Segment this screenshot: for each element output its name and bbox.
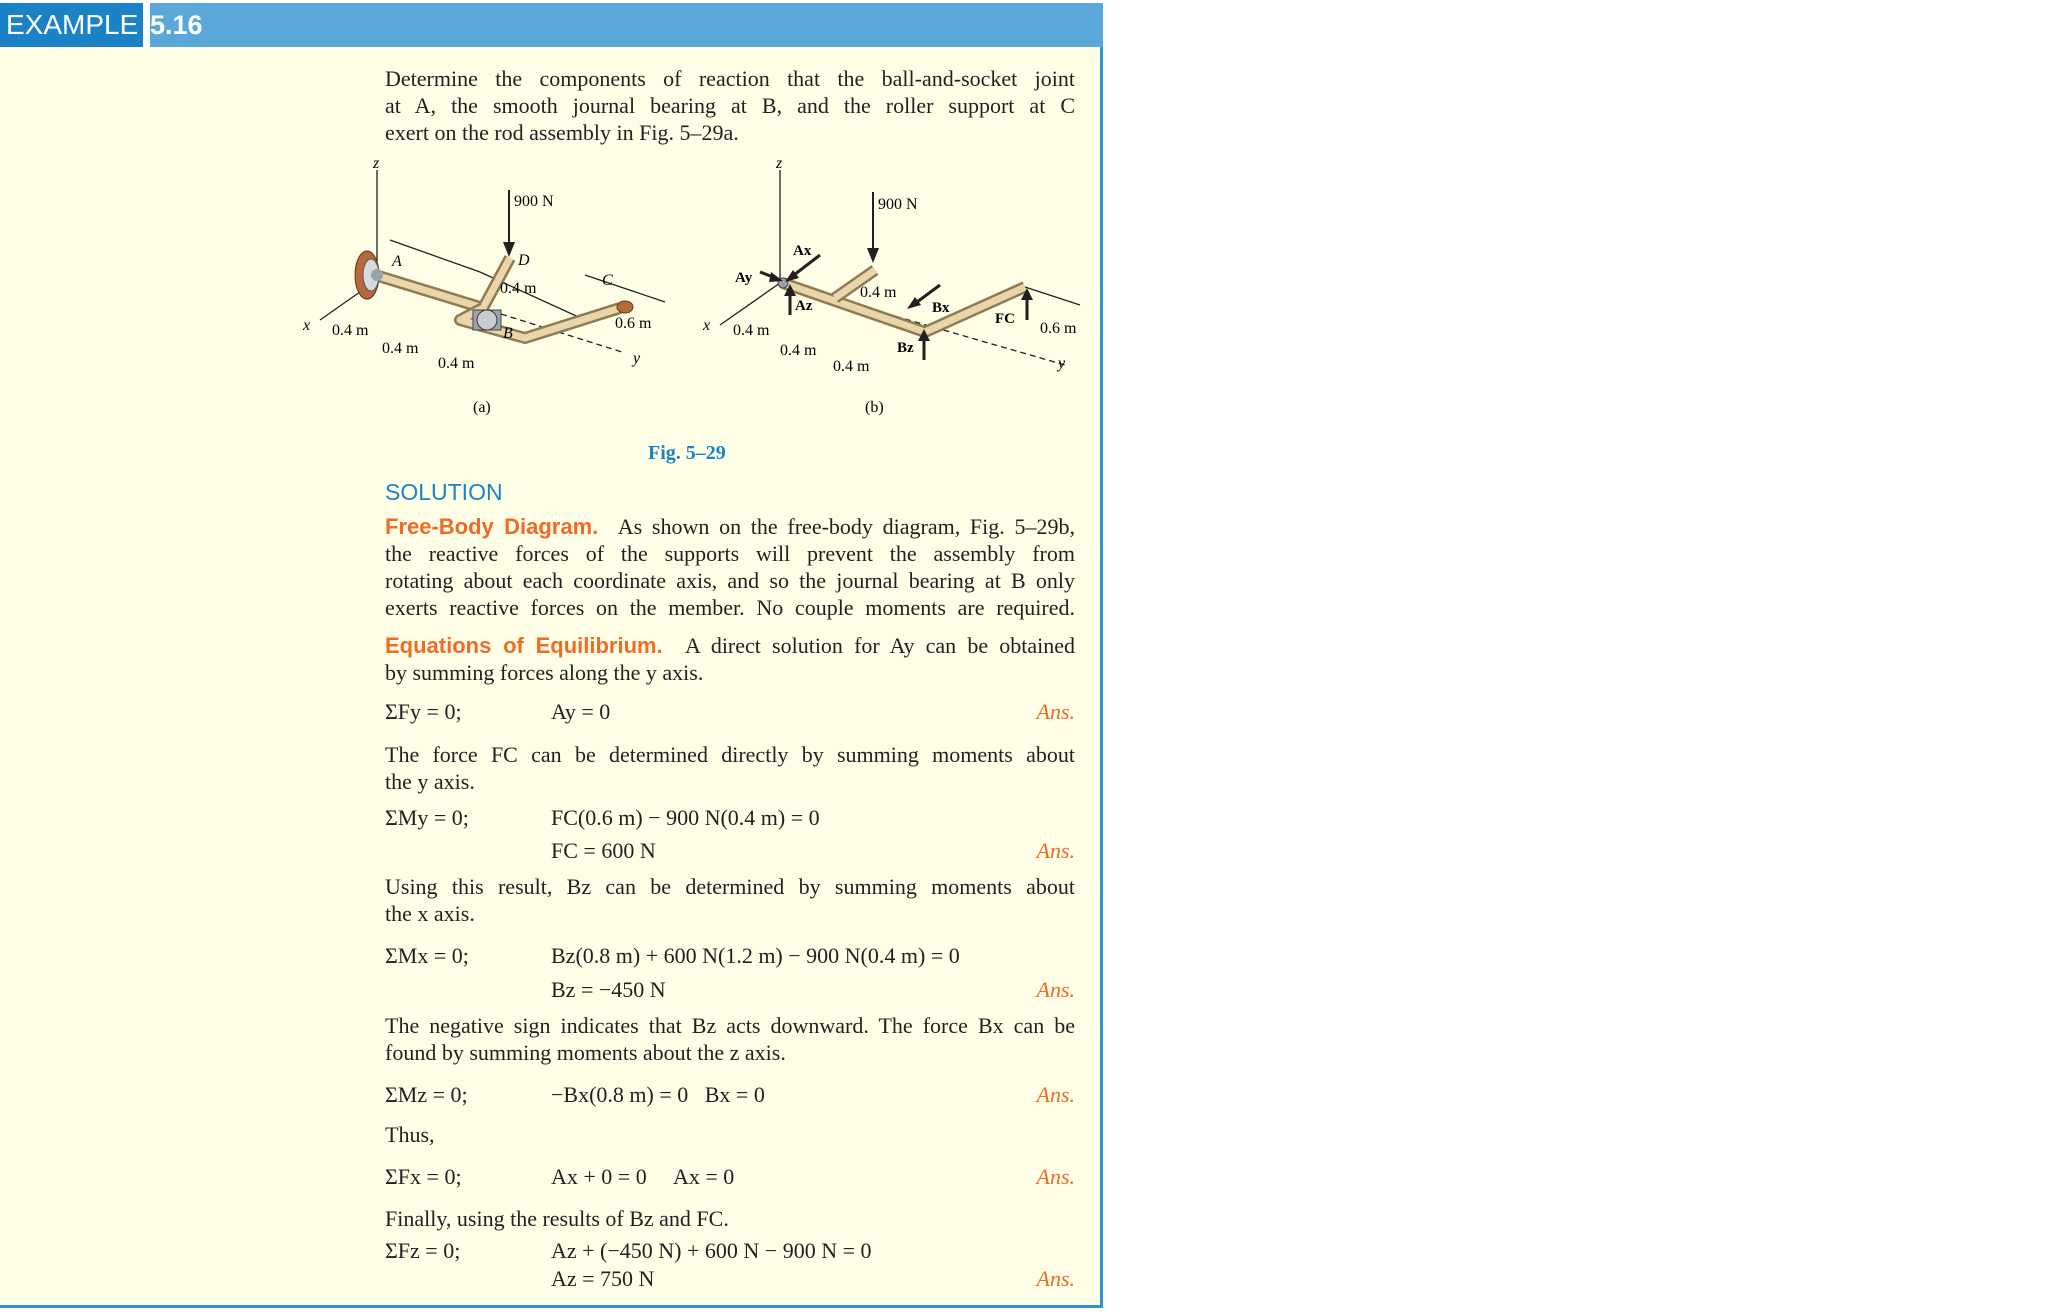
ans-1: Ans.: [1036, 699, 1075, 724]
ax-arrow: [785, 255, 820, 282]
c-label: C: [602, 272, 613, 289]
roller-c: [617, 301, 633, 313]
fbd-line-1-text: As shown on the free-body diagram, Fig. 5–29b,: [617, 514, 1075, 539]
dim-b-1: 0.4 m: [733, 322, 770, 339]
figure-a: [295, 160, 675, 420]
eq-line-2: by summing forces along the y axis.: [385, 660, 704, 685]
eq6-right: Az + (−450 N) + 600 N − 900 N = 0: [551, 1238, 872, 1263]
eq6-left: ΣFz = 0;: [385, 1238, 461, 1263]
figure-caption: Fig. 5–29: [648, 442, 726, 464]
p2-line-1: The force FC can be determined directly by summing moments about: [385, 742, 1075, 767]
y-label-a: y: [633, 350, 641, 367]
eq1-left: ΣFy = 0;: [385, 699, 462, 724]
ans-4: Ans.: [1036, 1082, 1075, 1107]
p3-line-2: the x axis.: [385, 901, 475, 926]
c-guide-a: [585, 275, 665, 302]
rod-b: [778, 270, 1025, 332]
p4-line-1: The negative sign indicates that Bz acts downward. The force Bx can be: [385, 1013, 1075, 1038]
ball-socket-a: [355, 251, 383, 299]
eq-line-1: [385, 632, 1075, 659]
ans-2: Ans.: [1036, 838, 1075, 863]
dim-a-1: 0.4 m: [332, 322, 369, 339]
load-label-a: 900 N: [514, 193, 554, 210]
fbd-line-4: exerts reactive forces on the member. No couple moments are required.: [385, 595, 1075, 620]
d-guide: [390, 240, 480, 272]
example-header: [0, 3, 1103, 47]
a-label: A: [392, 253, 402, 270]
dim-b-2: 0.4 m: [780, 342, 817, 359]
y-label-b: y: [1058, 355, 1066, 372]
fbd-line-3: rotating about each coordinate axis, and so the journal bearing at B only: [385, 568, 1075, 593]
journal-bearing-b: [473, 310, 501, 330]
x-label-b: x: [703, 317, 711, 334]
dim-a-5: 0.6 m: [615, 315, 652, 332]
p3-line-1: Using this result, Bz can be determined by summing moments about: [385, 874, 1075, 899]
load-label-b: 900 N: [878, 196, 918, 213]
eq2-result: FC = 600 N: [551, 838, 656, 863]
eq1-right: Ay = 0: [551, 699, 611, 724]
figure-b-label: (b): [865, 399, 884, 416]
eq4-right: −Bx(0.8 m) = 0 Bx = 0: [551, 1082, 765, 1107]
p4-line-2: found by summing moments about the z axis.: [385, 1040, 786, 1065]
bz-label: Bz: [897, 340, 914, 356]
figure-b: [695, 160, 1095, 420]
eq5-right: Ax + 0 = 0 Ax = 0: [551, 1164, 735, 1189]
ans-5: Ans.: [1036, 1164, 1075, 1189]
thus-text: Thus,: [385, 1122, 435, 1147]
eq5-left: ΣFx = 0;: [385, 1164, 462, 1189]
x-axis-b: [720, 283, 780, 325]
fbd-line-1: [385, 513, 1075, 540]
p2-line-2: the y axis.: [385, 769, 475, 794]
fbd-title: Free-Body Diagram.: [385, 514, 599, 539]
figure-a-label: (a): [473, 399, 491, 416]
problem-line-3: exert on the rod assembly in Fig. 5–29a.: [385, 120, 739, 145]
problem-line-2: at A, the smooth journal bearing at B, and the roller support at C: [385, 93, 1075, 118]
ans-3: Ans.: [1036, 977, 1075, 1002]
ay-label: Ay: [735, 270, 753, 286]
b-label: B: [503, 325, 513, 342]
eq2-left: ΣMy = 0;: [385, 805, 469, 830]
z-label-b: z: [776, 160, 783, 172]
fbd-line-2: the reactive forces of the supports will prevent the assembly from: [385, 541, 1075, 566]
bx-label: Bx: [932, 300, 950, 316]
dim-b-3: 0.4 m: [833, 358, 870, 375]
header-separator: [143, 3, 150, 47]
fc-guide: [1025, 287, 1080, 305]
x-label-a: x: [303, 317, 311, 334]
eq3-left: ΣMx = 0;: [385, 943, 469, 968]
dim-a-2: 0.4 m: [382, 340, 419, 357]
dim-a-3: 0.4 m: [438, 355, 475, 372]
eq-line-1-text: A direct solution for Ay can be obtained: [685, 633, 1075, 658]
eq3-result: Bz = −450 N: [551, 977, 666, 1002]
example-tag: EXAMPLE: [0, 3, 143, 47]
eq2-right: FC(0.6 m) − 900 N(0.4 m) = 0: [551, 805, 820, 830]
dim-a-4: 0.4 m: [500, 280, 537, 297]
eq4-left: ΣMz = 0;: [385, 1082, 468, 1107]
example-number: 5.16: [150, 10, 203, 40]
dim-b-4: 0.4 m: [860, 284, 897, 301]
az-label: Az: [795, 298, 813, 314]
problem-line-1: Determine the components of reaction that the ball-and-socket joint: [385, 66, 1075, 91]
z-label-a: z: [373, 160, 380, 172]
eq6-result: Az = 750 N: [551, 1266, 655, 1291]
fc-label: FC: [995, 311, 1015, 327]
eq-title: Equations of Equilibrium.: [385, 633, 663, 658]
eq3-right: Bz(0.8 m) + 600 N(1.2 m) − 900 N(0.4 m) = 0: [551, 943, 960, 968]
dim-b-5: 0.6 m: [1040, 320, 1077, 337]
d-label: D: [518, 252, 530, 269]
solution-heading: SOLUTION: [385, 479, 503, 505]
ans-6: Ans.: [1036, 1266, 1075, 1291]
ax-label: Ax: [793, 243, 812, 259]
p5-text: Finally, using the results of Bz and FC.: [385, 1206, 729, 1231]
